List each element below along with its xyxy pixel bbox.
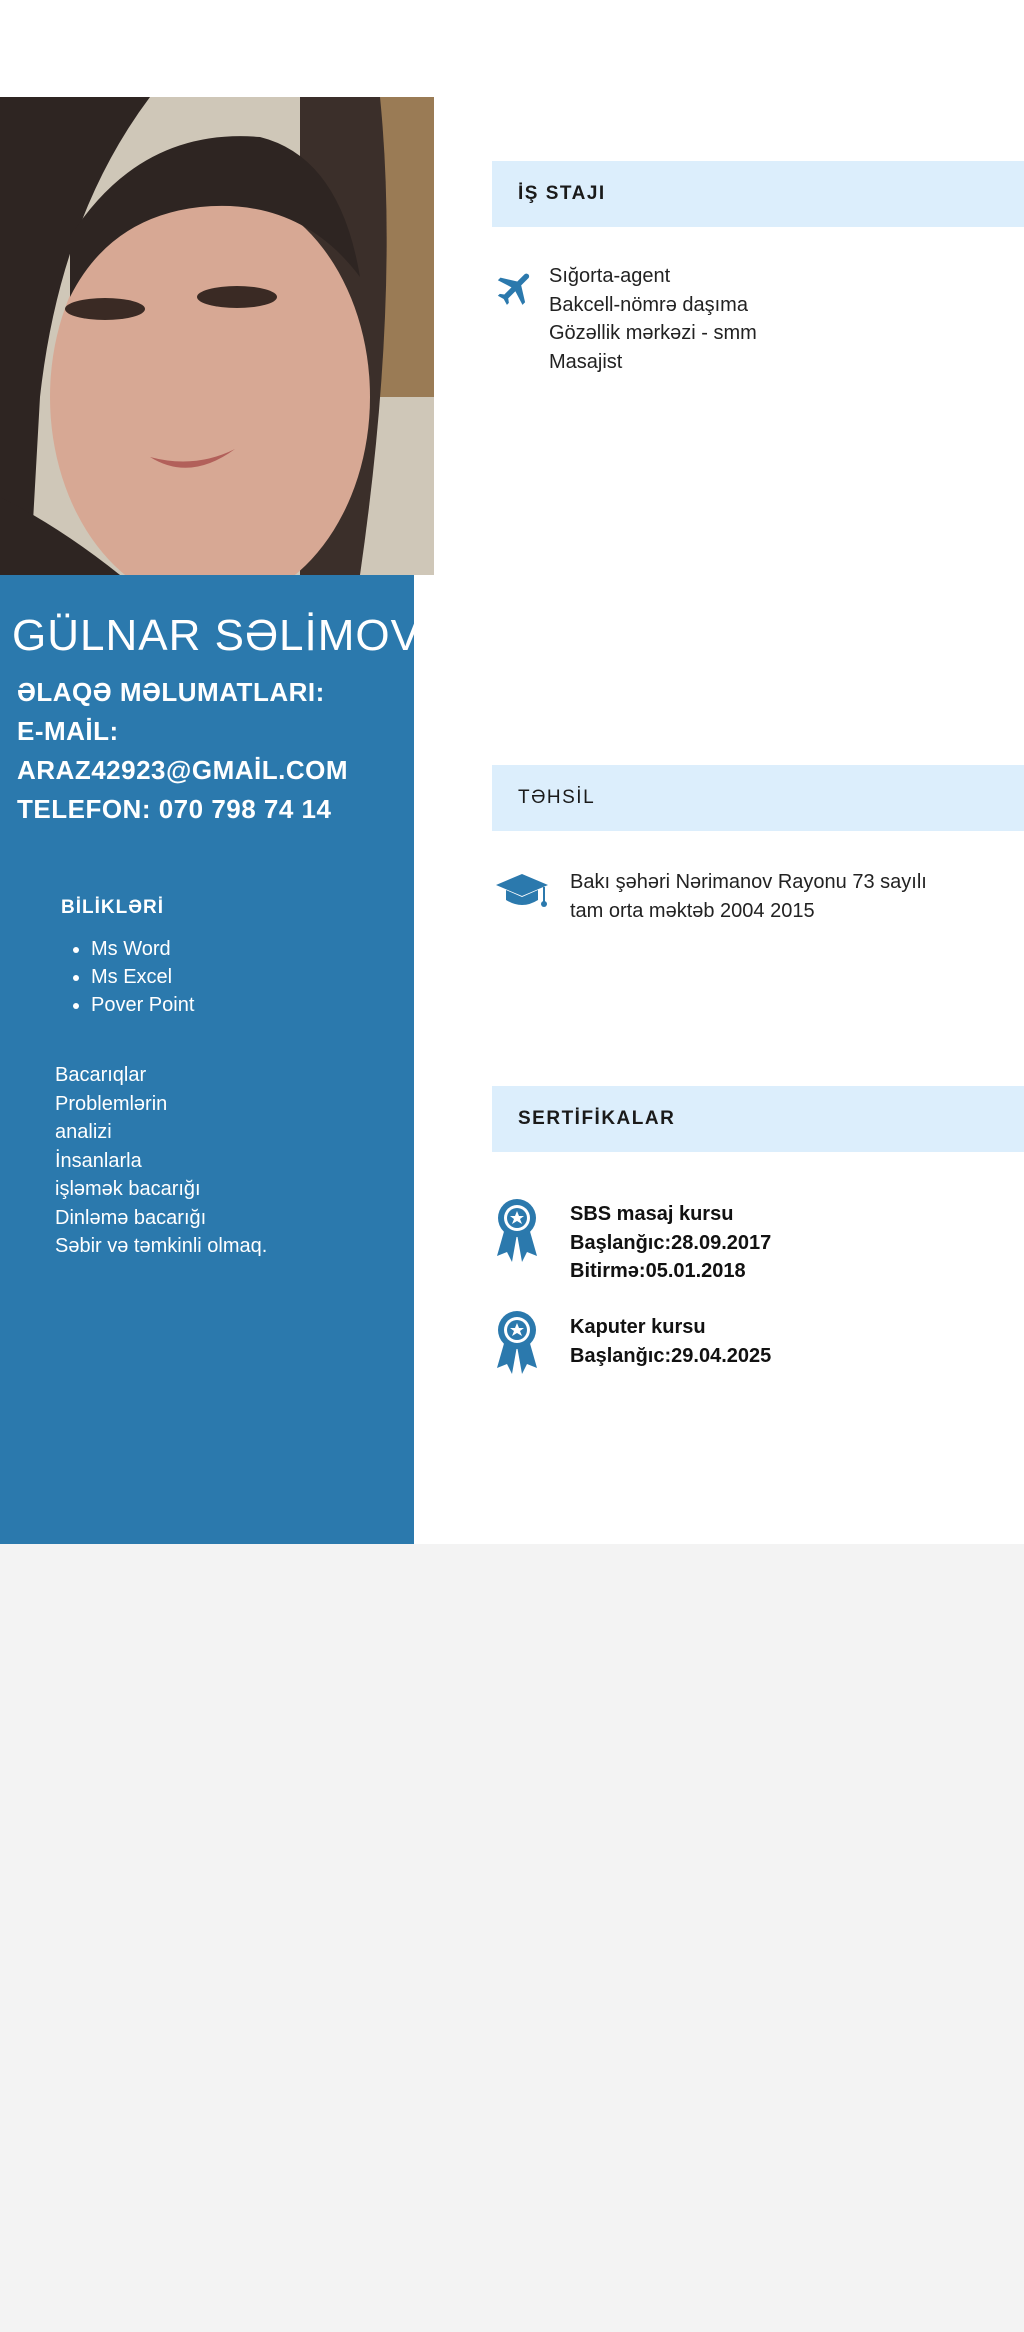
- experience-item: Bakcell-nömrə daşıma: [549, 293, 748, 316]
- person-name: GÜLNAR SƏLİMOVA: [12, 611, 449, 660]
- airplane-icon: [494, 265, 538, 316]
- certificate-item: [570, 1313, 771, 1370]
- skill-item: • Pover Point: [91, 991, 194, 1019]
- experience-header: [492, 161, 1024, 227]
- sidebar: [0, 575, 449, 1544]
- certificate-item: [570, 1200, 771, 1286]
- skills-extra-line: analizi: [55, 1121, 112, 1143]
- education-text: [570, 868, 927, 925]
- skill-item: • Ms Excel: [91, 963, 194, 991]
- experience-item: Sığorta-agent: [549, 265, 671, 287]
- skills-extra: [55, 1061, 267, 1261]
- skills-title: BİLİKLƏRİ: [61, 897, 165, 918]
- skill-item: • Ms Word: [91, 935, 194, 963]
- education-line: tam orta məktəb 2004 2015: [570, 899, 815, 922]
- experience-item: Gözəllik mərkəzi - smm: [549, 322, 757, 344]
- certificate-line: Kaputer kursu: [570, 1316, 706, 1338]
- education-header: [492, 765, 1024, 831]
- experience-list: [549, 262, 757, 376]
- certificate-line: Başlanğıc:29.04.2025: [570, 1344, 772, 1367]
- certificates-title: SERTİFİKALAR: [518, 1108, 676, 1129]
- certificate-line: Başlanğıc:28.09.2017: [570, 1231, 772, 1254]
- award-ribbon-icon: [495, 1198, 539, 1269]
- skills-extra-line: Problemlərin: [55, 1092, 168, 1115]
- graduation-cap-icon: [494, 872, 550, 917]
- email-value[interactable]: ARAZ42923@GMAİL.COM: [17, 755, 349, 785]
- certificate-line: Bitirmə:05.01.2018: [570, 1260, 746, 1282]
- skills-list: [55, 935, 194, 1019]
- email-label: E-MAİL:: [17, 716, 119, 746]
- skills-extra-line: işləmək bacarığı: [55, 1178, 201, 1200]
- skills-extra-line: Bacarıqlar: [55, 1064, 147, 1086]
- phone-line: TELEFON: 070 798 74 14: [17, 794, 332, 824]
- education-line: Bakı şəhəri Nərimanov Rayonu 73 sayılı: [570, 871, 927, 893]
- profile-photo: [0, 97, 434, 575]
- contact-heading: ƏLAQƏ MƏLUMATLARI:: [17, 677, 325, 707]
- skills-extra-line: İnsanlarla: [55, 1149, 142, 1172]
- skills-extra-line: Dinləmə bacarığı: [55, 1206, 207, 1229]
- award-ribbon-icon: [495, 1310, 539, 1381]
- certificates-header: [492, 1086, 1024, 1152]
- experience-item: Masajist: [549, 350, 623, 373]
- profile-photo-image: [0, 97, 434, 575]
- experience-title: İŞ STAJI: [518, 183, 606, 204]
- education-title: TƏHSİL: [518, 787, 596, 808]
- certificate-line: SBS masaj kursu: [570, 1203, 734, 1225]
- skills-extra-line: Səbir və təmkinli olmaq.: [55, 1235, 268, 1257]
- contact-block: [17, 673, 348, 829]
